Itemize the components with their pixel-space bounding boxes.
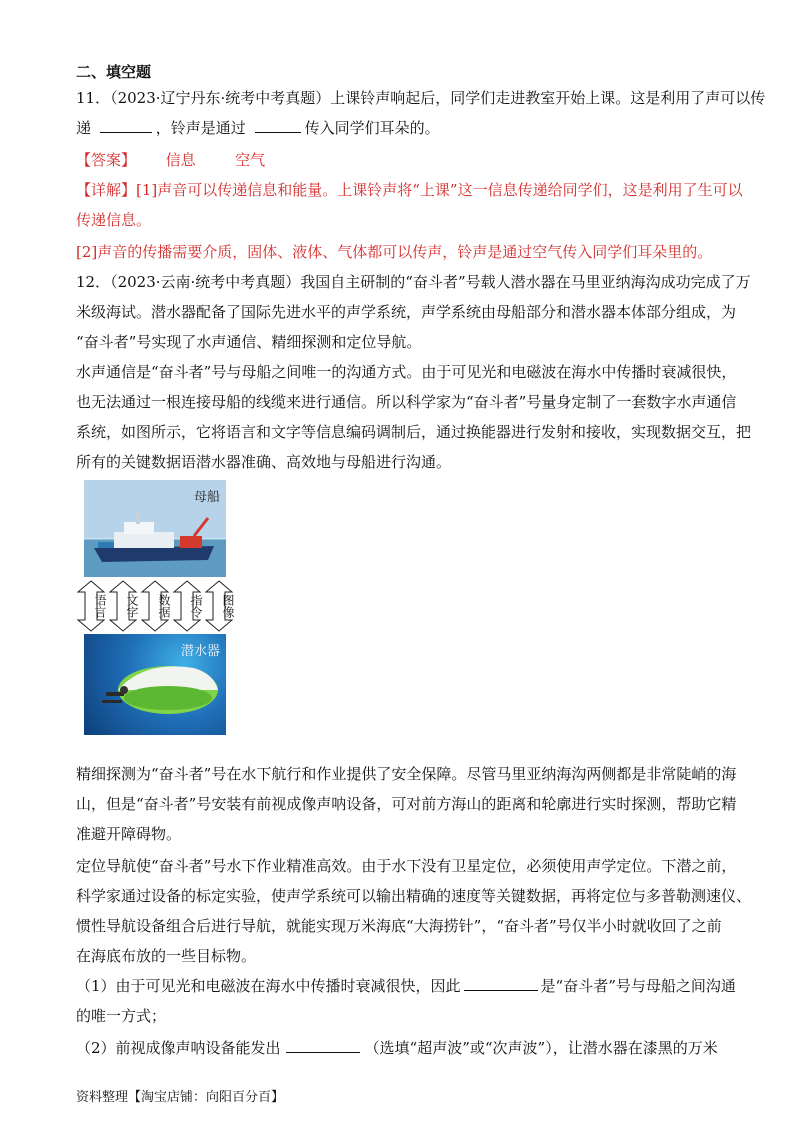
q12-line: 也无法通过一根连接母船的线缆来进行通信。所以科学家为“奋斗者”号量身定制了一套数字水声通信	[76, 393, 737, 411]
q12-line2: 山，但是“奋斗者”号安装有前视成像声呐设备，可对前方海山的距离和轮廓进行实时探测，帮助它精	[76, 795, 737, 813]
blank-3[interactable]	[464, 976, 538, 991]
sub-question-1	[76, 976, 736, 996]
q12-line: 系统，如图所示，它将语言和文字等信息编码调制后，通过换能器进行发射和接收，实现数据交互，把	[76, 423, 752, 441]
q12-line: 水声通信是“奋斗者”号与母船之间唯一的沟通方式。由于可见光和电磁波在海水中传播时衰减很快，	[76, 363, 737, 381]
arrow-image	[204, 580, 234, 632]
detail-line2: 传递信息。	[76, 211, 152, 229]
submersible-label: 潜水器	[180, 644, 220, 659]
detail-line1: 【详解】[1]声音可以传递信息和能量。上课铃声将“上课”这一信息传递给同学们，这是利用了生可以	[76, 181, 743, 199]
q11-text-c: 传入同学们耳朵的。	[304, 119, 440, 137]
arrow-language	[76, 580, 106, 632]
q12-line: 米级海试。潜水器配备了国际先进水平的声学系统，声学系统由母船部分和潜水器本体部分组成，为	[76, 303, 737, 321]
answer-2: 空气	[235, 151, 266, 169]
arrow-data	[140, 580, 170, 632]
blank-1[interactable]	[100, 118, 152, 133]
arrow-command	[172, 580, 202, 632]
submersible-image	[84, 634, 226, 735]
q12-line2: 在海底布放的一些目标物。	[76, 947, 257, 965]
blank-2[interactable]	[255, 118, 301, 133]
sub1-text-c: 的唯一方式；	[76, 1007, 167, 1025]
q12-line2: 定位导航使“奋斗者”号水下作业精准高效。由于水下没有卫星定位，必须使用声学定位。下潜之前，	[76, 857, 737, 875]
sub2-text-b: （选填“超声波”或“次声波”），让潜水器在漆黑的万米	[364, 1039, 718, 1057]
q11-text-b: ，铃声是通过	[155, 119, 246, 137]
arrow-label: 图像	[221, 594, 235, 618]
sub1-text-b: 是“奋斗者”号与母船之间沟通	[540, 977, 736, 995]
sub1-text-a: （1）由于可见光和电磁波在海水中传播时衰减很快，因此	[76, 977, 461, 995]
answer-line	[76, 150, 265, 170]
q11-text-a: 递	[76, 119, 92, 137]
arrow-text	[108, 580, 138, 632]
ship-label: 母船	[193, 490, 220, 505]
q12-line2: 精细探测为“奋斗者”号在水下航行和作业提供了安全保障。尽管马里亚纳海沟两侧都是非常陡峭的海	[76, 765, 737, 783]
detail-line3: [2]声音的传播需要介质，固体、液体、气体都可以传声，铃声是通过空气传入同学们耳朵里的。	[76, 243, 713, 261]
sub-question-2	[76, 1038, 718, 1058]
footer-note: 资料整理【淘宝店铺：向阳百分百】	[76, 1090, 285, 1105]
arrow-label: 文字	[125, 594, 139, 618]
arrow-label: 数据	[157, 594, 171, 618]
q12-line: 12．（2023·云南·统考中考真题）我国自主研制的“奋斗者”号载人潜水器在马里亚纳海沟成功完成了万	[76, 273, 751, 291]
answer-label: 【答案】	[76, 151, 137, 169]
q12-line: “奋斗者”号实现了水声通信、精细探测和定位导航。	[76, 333, 422, 351]
q12-line2: 科学家通过设备的标定实验，使声学系统可以输出精确的速度等关键数据，再将定位与多普勒测速仪、	[76, 887, 752, 905]
blank-4[interactable]	[286, 1038, 360, 1053]
q11-line2	[76, 118, 440, 138]
q12-line2: 惯性导航设备组合后进行导航，就能实现万米海底“大海捞针”，“奋斗者”号仅半小时就收回了之前	[76, 917, 722, 935]
arrow-label: 指令	[189, 594, 203, 618]
arrow-label: 语言	[93, 594, 107, 618]
signal-arrows	[76, 580, 236, 632]
q12-line2: 准避开障碍物。	[76, 825, 182, 843]
q11-line1: 11．（2023·辽宁丹东·统考中考真题）上课铃声响起后，同学们走进教室开始上课。这是利用了声可以传	[76, 89, 766, 107]
answer-1: 信息	[165, 151, 196, 169]
mother-ship-image	[84, 480, 226, 577]
section-title: 二、填空题	[76, 63, 152, 81]
q12-line: 所有的关键数据语潜水器准确、高效地与母船进行沟通。	[76, 453, 452, 471]
sub2-text-a: （2）前视成像声呐设备能发出	[76, 1039, 281, 1057]
